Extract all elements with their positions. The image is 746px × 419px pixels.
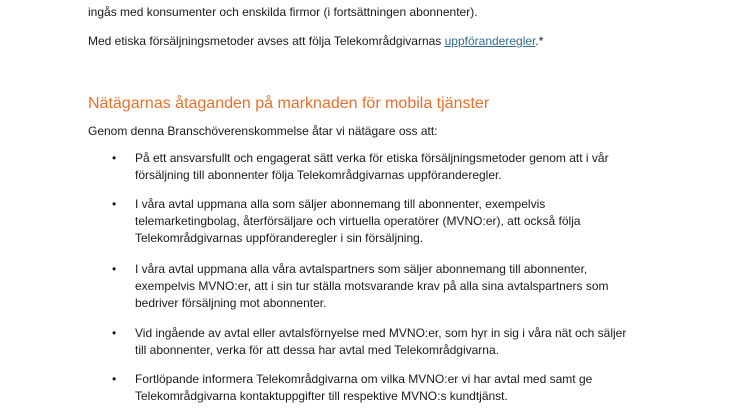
list-item-line: I våra avtal uppmana alla våra avtalspartners som säljer abonnemang till abonnenter, — [135, 262, 588, 276]
list-item-line: På ett ansvarsfullt och engagerat sätt verka för etiska försäljningsmetoder genom att i vår — [135, 151, 609, 165]
bullet-icon: • — [112, 151, 117, 165]
section-lead: Genom denna Branschöverenskommelse åtar vi nätägare oss att: — [88, 124, 438, 138]
code-of-conduct-link[interactable]: uppföranderegler — [444, 34, 536, 48]
bullet-icon: • — [112, 372, 117, 386]
bullet-icon: • — [112, 326, 117, 340]
list-item-line: försäljning till abonnenter följa Telekområdgivarnas uppföranderegler. — [135, 168, 502, 182]
list-item-line: Fortlöpande informera Telekområdgivarna om vilka MVNO:er vi har avtal med samt ge — [135, 372, 593, 386]
list-item-line: I våra avtal uppmana alla som säljer abonnemang till abonnenter, exempelvis — [135, 197, 546, 211]
list-item-line: Telekområdgivarnas uppföranderegler i sin försäljning. — [135, 231, 424, 245]
bullet-icon: • — [112, 197, 117, 211]
list-item-text — [135, 196, 581, 247]
section-heading: Nätägarnas åtaganden på marknaden för mobila tjänster — [88, 95, 490, 112]
ethics-suffix: .* — [535, 34, 544, 48]
list-item-text — [135, 150, 609, 184]
bullet-icon: • — [112, 262, 117, 276]
ethics-text: Med etiska försäljningsmetoder avses att följa Telekområdgivarnas — [88, 34, 445, 48]
list-item-line: telemarketingbolag, återförsäljare och virtuella operatörer (MVNO:er), att också följa — [135, 214, 581, 228]
list-item-text — [135, 325, 626, 359]
intro-line: ingås med konsumenter och enskilda firmor (i fortsättningen abonnenter). — [88, 5, 478, 19]
list-item-line: Vid ingående av avtal eller avtalsförnyelse med MVNO:er, som hyr in sig i våra nät och säljer — [135, 326, 627, 340]
list-item-line: till abonnenter, verka för att dessa har avtal med Telekområdgivarna. — [135, 343, 499, 357]
list-item-text — [135, 261, 609, 312]
list-item-text — [135, 371, 592, 405]
list-item-line: bedriver försäljning mot abonnenter. — [135, 296, 327, 310]
list-item-line: Telekområdgivarna kontaktuppgifter till respektive MVNO:s kundtjänst. — [135, 389, 508, 403]
list-item-line: exempelvis MVNO:er, att i sin tur ställa motsvarande krav på alla sina avtalspartners som — [135, 279, 609, 293]
